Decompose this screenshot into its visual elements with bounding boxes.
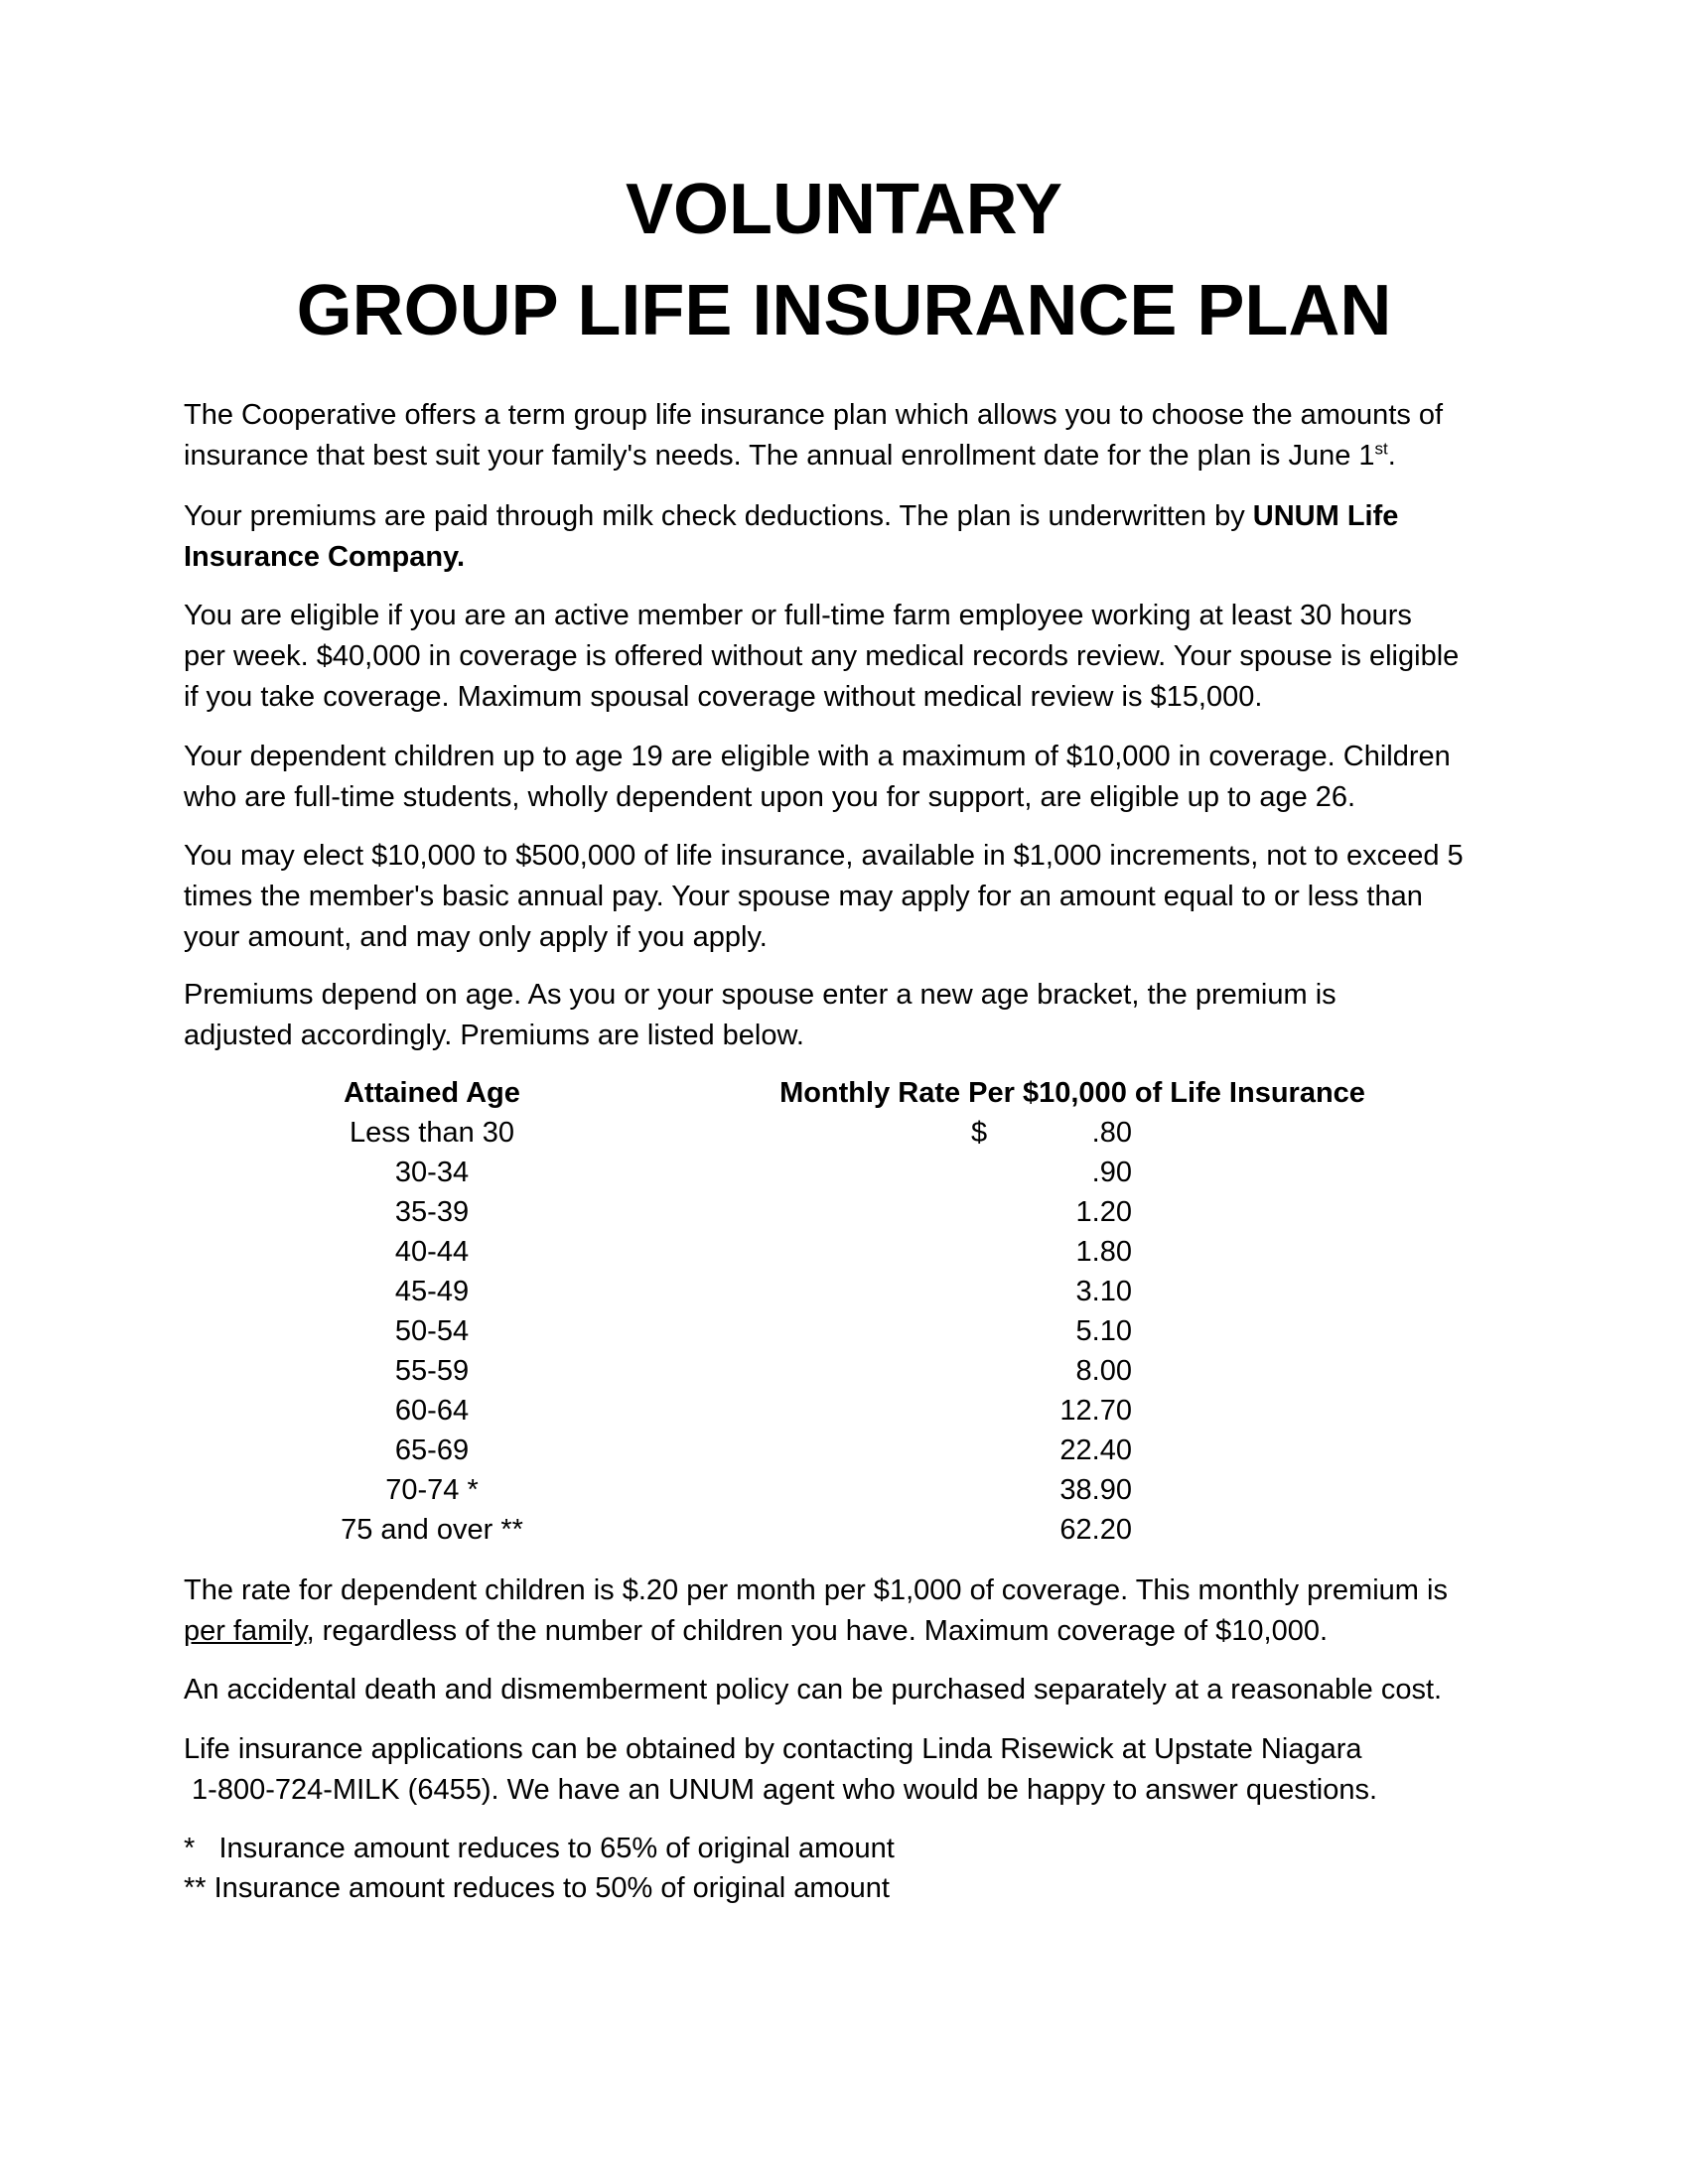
paragraph-intro bbox=[184, 395, 1524, 477]
paragraph-premiums bbox=[184, 496, 1524, 578]
paragraph-line: Your dependent children up to age 19 are eligible with a maximum of $10,000 in coverage. Children bbox=[184, 741, 1451, 772]
paragraph-line: 1-800-724-MILK (6455). We have an UNUM agent who would be happy to answer questions. bbox=[184, 1774, 1378, 1806]
paragraph-line: per week. $40,000 in coverage is offered without any medical records review. Your spouse is eligible bbox=[184, 640, 1460, 672]
paragraph-text: insurance that best suit your family's needs. The annual enrollment date for the plan is June 1 bbox=[184, 440, 1375, 472]
underlined-text: per family bbox=[184, 1615, 307, 1647]
table-row bbox=[0, 1514, 1688, 1554]
paragraph-contact bbox=[184, 1729, 1524, 1811]
paragraph-eligibility bbox=[184, 596, 1524, 718]
age-cell: 55-59 bbox=[394, 1355, 470, 1387]
rate-cell: 1.20 bbox=[1075, 1196, 1132, 1228]
rate-cell: 22.40 bbox=[1059, 1434, 1132, 1466]
paragraph-line: times the member's basic annual pay. Your spouse may apply for an amount equal to or less than bbox=[184, 881, 1423, 912]
rate-table-header bbox=[0, 1077, 1688, 1117]
paragraph-line: who are full-time students, wholly dependent upon you for support, are eligible up to age 26. bbox=[184, 781, 1356, 813]
column-header-rate: Monthly Rate Per $10,000 of Life Insurance bbox=[779, 1077, 1365, 1109]
paragraph-line: your amount, and may only apply if you apply. bbox=[184, 921, 768, 953]
rate-cell: 38.90 bbox=[1059, 1474, 1132, 1506]
paragraph-line: Premiums depend on age. As you or your spouse enter a new age bracket, the premium is bbox=[184, 979, 1336, 1011]
paragraph-line bbox=[184, 496, 1524, 537]
paragraph-line: The rate for dependent children is $.20 per month per $1,000 of coverage. This monthly premium is bbox=[184, 1574, 1448, 1606]
age-cell: 35-39 bbox=[394, 1196, 470, 1228]
underwriter-name: UNUM Life bbox=[1252, 500, 1399, 532]
paragraph-line: adjusted accordingly. Premiums are listed below. bbox=[184, 1020, 804, 1051]
table-row bbox=[0, 1157, 1688, 1196]
title-line-2: GROUP LIFE INSURANCE PLAN bbox=[296, 271, 1392, 350]
age-cell: 45-49 bbox=[394, 1276, 470, 1307]
rate-cell: 1.80 bbox=[1075, 1236, 1132, 1268]
column-header-age: Attained Age bbox=[344, 1077, 520, 1109]
age-cell: 50-54 bbox=[394, 1315, 470, 1347]
table-row bbox=[0, 1355, 1688, 1395]
table-row bbox=[0, 1474, 1688, 1514]
paragraph-text: , regardless of the number of children you have. Maximum coverage of $10,000. bbox=[306, 1615, 1329, 1647]
rate-cell: .90 bbox=[1091, 1157, 1132, 1188]
age-cell: Less than 30 bbox=[349, 1117, 515, 1149]
table-row bbox=[0, 1395, 1688, 1434]
age-cell: 75 and over ** bbox=[341, 1514, 523, 1546]
underwriter-name-cont: Insurance Company. bbox=[184, 541, 466, 573]
paragraph-child-rate bbox=[184, 1570, 1524, 1652]
rate-cell: 3.10 bbox=[1075, 1276, 1132, 1307]
paragraph-line: The Cooperative offers a term group life insurance plan which allows you to choose the amounts of bbox=[184, 399, 1444, 431]
paragraph-line bbox=[184, 1611, 1524, 1652]
table-row bbox=[0, 1434, 1688, 1474]
table-row bbox=[0, 1315, 1688, 1355]
rate-cell: 62.20 bbox=[1059, 1514, 1132, 1546]
paragraph-line: An accidental death and dismemberment policy can be purchased separately at a reasonable cost. bbox=[184, 1674, 1443, 1706]
paragraph-add-policy bbox=[184, 1670, 1524, 1710]
title-line-1: VOLUNTARY bbox=[626, 170, 1062, 249]
paragraph-text: Your premiums are paid through milk check deductions. The plan is underwritten by bbox=[184, 500, 1253, 532]
age-cell: 70-74 * bbox=[385, 1474, 479, 1506]
paragraph-line: if you take coverage. Maximum spousal coverage without medical review is $15,000. bbox=[184, 681, 1263, 713]
paragraph-line: Life insurance applications can be obtained by contacting Linda Risewick at Upstate Niagara bbox=[184, 1733, 1362, 1765]
paragraph-premium-age bbox=[184, 975, 1524, 1056]
paragraph-line bbox=[184, 436, 1524, 477]
paragraph-dependents bbox=[184, 737, 1524, 818]
age-cell: 65-69 bbox=[394, 1434, 470, 1466]
rate-cell: 8.00 bbox=[1075, 1355, 1132, 1387]
paragraph-line: You may elect $10,000 to $500,000 of life insurance, available in $1,000 increments, not to exceed 5 bbox=[184, 840, 1464, 872]
superscript: st bbox=[1374, 439, 1388, 459]
rate-cell: 12.70 bbox=[1059, 1395, 1132, 1427]
age-cell: 40-44 bbox=[394, 1236, 470, 1268]
table-row bbox=[0, 1196, 1688, 1236]
table-row bbox=[0, 1276, 1688, 1315]
paragraph-line bbox=[184, 537, 1524, 578]
footnote-1: * Insurance amount reduces to 65% of original amount bbox=[184, 1833, 895, 1864]
table-row bbox=[0, 1117, 1688, 1157]
footnote-2: ** Insurance amount reduces to 50% of original amount bbox=[184, 1872, 890, 1904]
table-row bbox=[0, 1236, 1688, 1276]
paragraph-line: You are eligible if you are an active member or full-time farm employee working at least 30 hours bbox=[184, 600, 1412, 631]
paragraph-text: . bbox=[1387, 440, 1396, 472]
currency-symbol: $ bbox=[971, 1117, 988, 1149]
rate-cell: .80 bbox=[1091, 1117, 1132, 1149]
paragraph-election bbox=[184, 836, 1524, 958]
age-cell: 30-34 bbox=[394, 1157, 470, 1188]
age-cell: 60-64 bbox=[394, 1395, 470, 1427]
rate-cell: 5.10 bbox=[1075, 1315, 1132, 1347]
